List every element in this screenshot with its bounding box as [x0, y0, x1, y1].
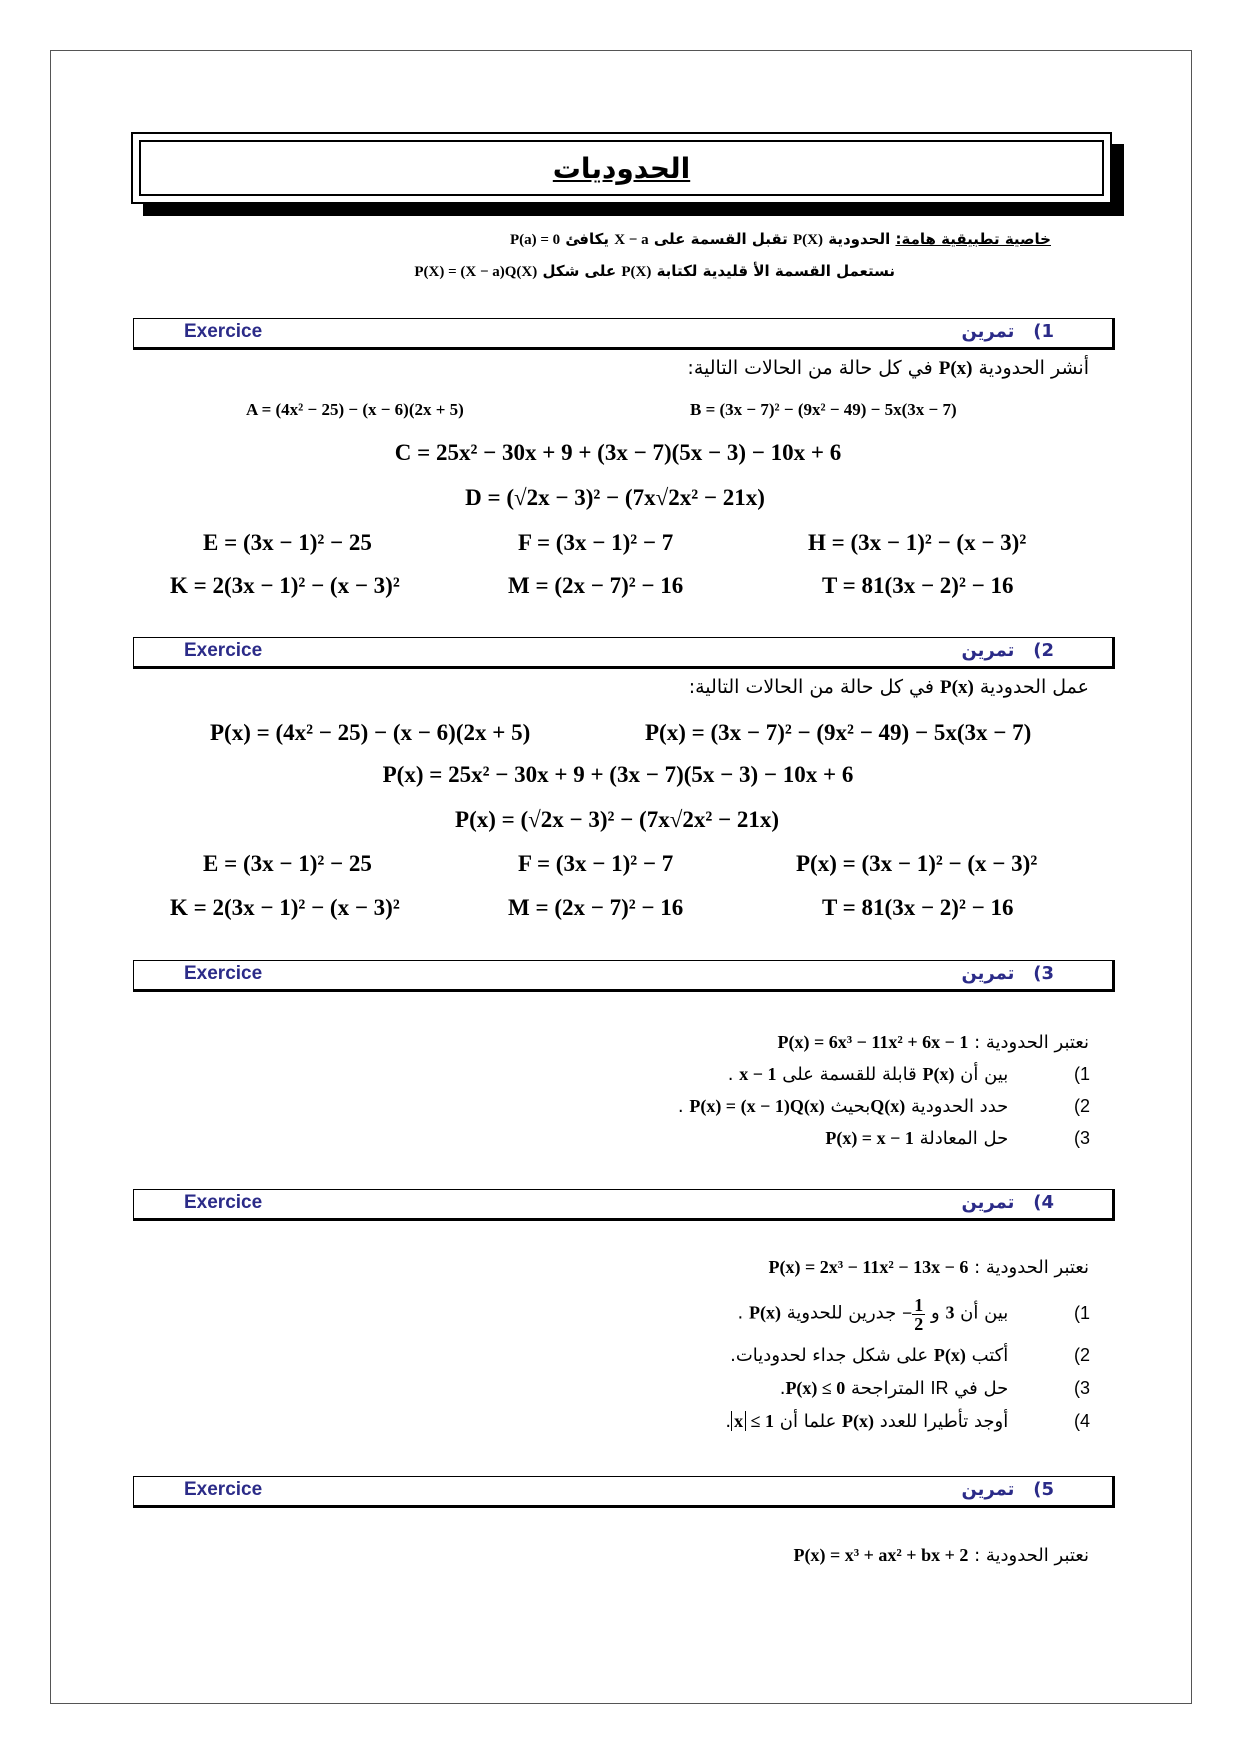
ex4-intro: نعتبر الحدودية : P(x) = 2x³ − 11x² − 13x − 6: [768, 1257, 1089, 1278]
ex1-expr-b: B = (3x − 7)² − (9x² − 49) − 5x(3x − 7): [690, 400, 957, 419]
property-label: خاصية تطبيقية هامة:: [895, 230, 1051, 248]
absolute-value-condition: x ≤ 1: [731, 1411, 774, 1431]
ex1-expr-t: T = 81(3x − 2)² − 16: [822, 573, 1014, 598]
exercise-3-header: [133, 960, 1115, 992]
ex3-question-2: 2) حدد الحدودية Q(x)بحيث P(x) = (x − 1)Q(x) .: [677, 1096, 1090, 1117]
ex2-expr-e: E = (3x − 1)² − 25: [203, 851, 372, 876]
exercise-label-ar: 4) تمرين: [961, 1192, 1054, 1213]
ex1-expr-a: A = (4x² − 25) − (x − 6)(2x + 5): [246, 400, 464, 419]
exercise-2-header: [133, 637, 1115, 669]
ex2-expr-t: T = 81(3x − 2)² − 16: [822, 895, 1014, 920]
exercise-label-ar: 1) تمرين: [961, 321, 1054, 342]
ex3-question-3: 3) حل المعادلة P(x) = x − 1: [825, 1128, 1090, 1149]
ex2-expr-3: P(x) = 25x² − 30x + 9 + (3x − 7)(5x − 3) − 10x + 6: [382, 762, 854, 787]
title-banner: [131, 132, 1112, 204]
ex1-expr-h: H = (3x − 1)² − (x − 3)²: [808, 530, 1027, 555]
title-box: [131, 132, 1112, 204]
exercise-label-fr: Exercice: [184, 1192, 263, 1213]
ex4-question-1: 1) بين أن 3 و − $\frac{1}{2}$ جدرين للحدوية P(x) .: [737, 1295, 1090, 1334]
ex5-intro: نعتبر الحدودية : P(x) = x³ + ax² + bx + 2: [793, 1545, 1089, 1566]
property-line-2: نستعمل القسمة الأ قليدية لكتابة P(X) على شكل P(X) = (X − a)Q(X): [414, 262, 895, 280]
ex1-expr-f: F = (3x − 1)² − 7: [518, 530, 674, 555]
ex1-expr-d: D = (√2x − 3)² − (7x√2x² − 21x): [465, 485, 765, 510]
ex3-question-1: 1) بين أن P(x) قابلة للقسمة على x − 1 .: [727, 1064, 1090, 1085]
ex3-intro: نعتبر الحدودية : P(x) = 6x³ − 11x² + 6x − 1: [777, 1032, 1089, 1053]
ex2-expr-2: P(x) = (3x − 7)² − (9x² − 49) − 5x(3x − 7): [645, 720, 1032, 745]
ex1-expr-e: E = (3x − 1)² − 25: [203, 530, 372, 555]
ex1-expr-c: C = 25x² − 30x + 9 + (3x − 7)(5x − 3) − 10x + 6: [394, 440, 842, 465]
fraction-minus-half: − $\frac{1}{2}$: [902, 1295, 924, 1334]
exercise-label-ar: 2) تمرين: [961, 640, 1054, 661]
exercise-label-ar: 3) تمرين: [961, 963, 1054, 984]
exercise-label-ar: 5) تمرين: [961, 1479, 1054, 1500]
exercise-label-fr: Exercice: [184, 640, 263, 661]
page-title: الحدوديات: [552, 151, 691, 185]
ex2-expr-5: P(x) = (3x − 1)² − (x − 3)²: [796, 851, 1038, 876]
exercise-4-header: [133, 1189, 1115, 1221]
ex1-expr-k: K = 2(3x − 1)² − (x − 3)²: [170, 573, 400, 598]
ex2-expr-f: F = (3x − 1)² − 7: [518, 851, 674, 876]
ex4-question-4: 4) أوجد تأطيرا للعدد P(x) علما أن x ≤ 1.: [725, 1411, 1090, 1432]
ex2-expr-4: P(x) = (√2x − 3)² − (7x√2x² − 21x): [455, 807, 779, 832]
ex1-expr-m: M = (2x − 7)² − 16: [508, 573, 684, 598]
ex2-expr-k: K = 2(3x − 1)² − (x − 3)²: [170, 895, 400, 920]
exercise-label-fr: Exercice: [184, 963, 263, 984]
ex2-expr-1: P(x) = (4x² − 25) − (x − 6)(2x + 5): [210, 720, 531, 745]
exercise-label-fr: Exercice: [184, 321, 263, 342]
ex2-instruction: عمل الحدودية P(x) في كل حالة من الحالات التالية:: [688, 676, 1089, 698]
property-line-1: خاصية تطبيقية هامة: الحدودية P(X) تقبل القسمة على X − a يكافئ P(a) = 0: [509, 230, 1051, 248]
ex4-question-2: 2) أكتب P(x) على شكل جداء لحدوديات.: [730, 1345, 1090, 1366]
ex2-expr-m: M = (2x − 7)² − 16: [508, 895, 684, 920]
exercise-label-fr: Exercice: [184, 1479, 263, 1500]
ex4-question-3: 3) حل في IR المتراجحة P(x) ≤ 0.: [779, 1378, 1090, 1399]
page-frame: [50, 50, 1192, 1704]
exercise-5-header: [133, 1476, 1115, 1508]
ex1-instruction: أنشر الحدودية P(x) في كل حالة من الحالات التالية:: [687, 357, 1089, 379]
exercise-1-header: [133, 318, 1115, 350]
